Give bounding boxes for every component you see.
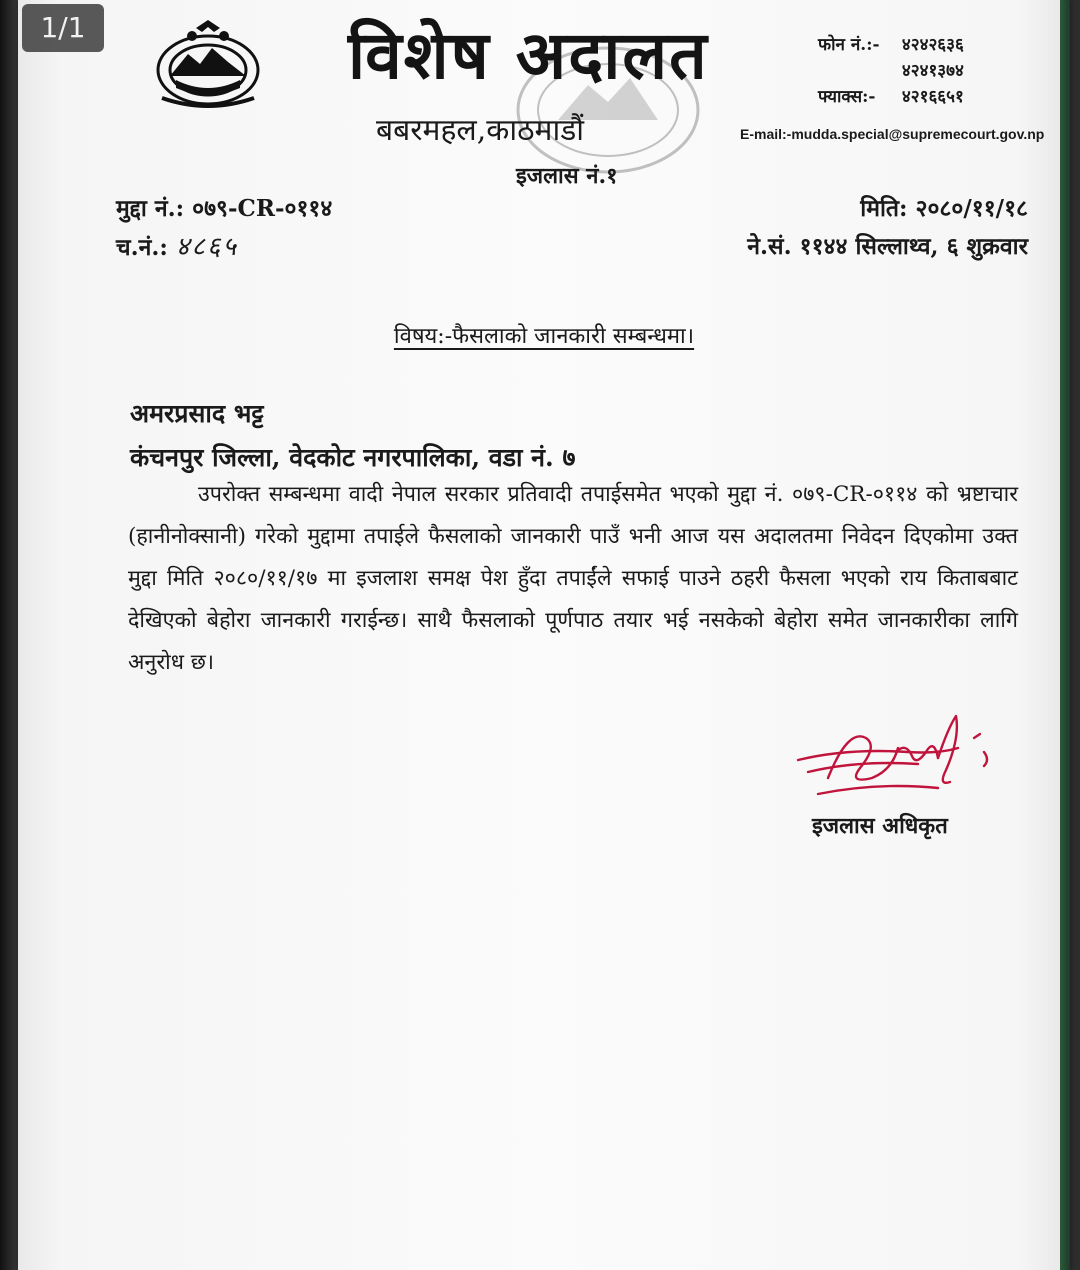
- page-counter: 1/1: [22, 4, 104, 52]
- nepal-emblem-icon: [148, 18, 268, 114]
- subject-text: विषय:-फैसलाको जानकारी सम्बन्धमा।: [393, 324, 695, 349]
- viewer-right-edge: [1060, 0, 1070, 1270]
- letter-body: उपरोक्त सम्बन्धमा वादी नेपाल सरकार प्रतिवादी तपाईसमेत भएको मुद्दा नं. ०७९-CR-०११४ को भ्रष्टाचार (हानीनोक्सानी) गरेको मुद्दामा तपाईले फैसलाको जानकारी पाउँ भनी आज यस अदालतमा निवेदन दिएकोमा उक्त मुद्दा मिति २०८०/११/१७ मा इजलाश समक्ष पेश हुँदा तपाईंले सफाई पाउने ठहरी फैसला भएको राय किताबबाट देखिएको बेहोरा जानकारी गराईन्छ। साथै फैसलाको पूर्णपाठ तयार भई नसकेको बेहोरा समेत जानकारीका लागि अनुरोध छ।: [128, 482, 1018, 675]
- dispatch-label: च.नं.:: [116, 234, 168, 261]
- letter: [18, 0, 1070, 1270]
- letter-date: मिति: २०८०/११/१८: [860, 195, 1028, 222]
- nepal-sambat-date: ने.सं. ११४४ सिल्लाथ्व, ६ शुक्रवार: [747, 233, 1028, 260]
- signature-icon: [788, 708, 998, 812]
- court-name: विशेष अदालत: [348, 16, 709, 94]
- letter-subject: [18, 320, 1070, 350]
- fax-label: फ्याक्स:-: [818, 87, 876, 107]
- document-page: [18, 0, 1070, 1270]
- dispatch-number-row: [116, 228, 332, 266]
- viewer-left-edge: [0, 0, 18, 1270]
- phone-label: फोन नं.:-: [818, 35, 880, 55]
- court-bench: इजलास नं.१: [516, 163, 618, 189]
- court-location: बबरमहल,काठमाडौं: [376, 113, 585, 148]
- signatory-title: इजलास अधिकृत: [812, 813, 948, 839]
- recipient-address: कंचनपुर जिल्ला, वेदकोट नगरपालिका, वडा नं. ७: [130, 443, 576, 472]
- dispatch-number: ४८६५: [175, 232, 238, 262]
- recipient-block: [130, 392, 575, 480]
- reference-block: [116, 190, 332, 266]
- contact-block: [818, 32, 964, 110]
- phone-number: ४२४१३७४: [901, 61, 964, 81]
- fax-number: ४२१६६५१: [901, 87, 964, 107]
- date-block: [747, 190, 1028, 266]
- court-email: E-mail:-mudda.special@supremecourt.gov.np: [740, 126, 1045, 142]
- case-number: मुद्दा नं.: ०७९-CR-०११४: [116, 195, 333, 222]
- recipient-name: अमरप्रसाद भट्ट: [130, 399, 264, 428]
- phone-number: ४२४२६३६: [901, 35, 964, 55]
